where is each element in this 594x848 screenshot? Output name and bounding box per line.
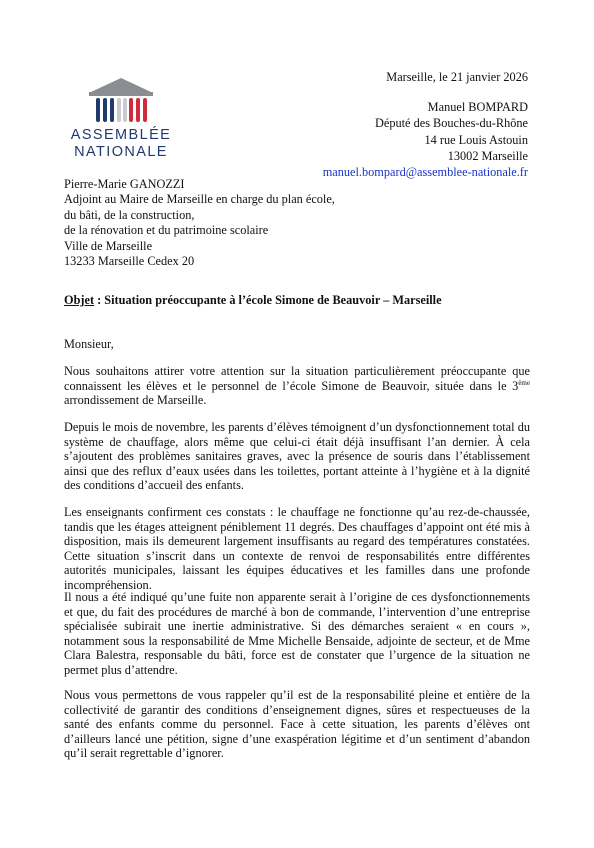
recipient-line: 13233 Marseille Cedex 20 xyxy=(64,254,195,269)
subject-label: Objet xyxy=(64,293,95,307)
assemblee-nationale-logo xyxy=(70,76,172,164)
sender-name: Manuel BOMPARD xyxy=(427,100,528,115)
salutation: Monsieur, xyxy=(64,337,114,351)
logo-word-assemblee: ASSEMBLÉE xyxy=(70,127,172,143)
sender-title: Député des Bouches-du-Rhône xyxy=(375,116,528,131)
body-paragraph-1 xyxy=(64,364,530,408)
hemicycle-emblem-icon xyxy=(83,76,159,126)
superscript-ordinal: ème xyxy=(518,378,530,387)
paragraph-text: arrondissement de Marseille. xyxy=(64,393,207,408)
letter-subject xyxy=(64,293,442,308)
sender-block xyxy=(323,69,528,180)
recipient-block xyxy=(64,177,335,269)
recipient-line: Adjoint au Maire de Marseille en charge du plan école, xyxy=(64,192,335,207)
body-paragraph-4: Il nous a été indiqué qu’une fuite non apparente serait à l’origine de ces dysfonctionnements et que, du fait des procédures de marché à bon de commande, l’intervention d’une entreprise spécialisée subirait une inertie administrative. Si des démarches seraient « en cours », notamment sous la responsabilité de Mme Michelle Bensaide, adjointe de secteur, et de Mme Clara Balestra, responsable du bâti, force est de constater que l’urgence de la situation ne permet plus d’attendre. xyxy=(64,590,530,677)
sender-email-link[interactable]: manuel.bompard@assemblee-nationale.fr xyxy=(322,165,528,180)
recipient-line: Ville de Marseille xyxy=(64,238,153,253)
letter-date: Marseille, le 21 janvier 2026 xyxy=(386,70,528,84)
recipient-line: de la rénovation et du patrimoine scolaire xyxy=(64,223,269,238)
recipient-line: Pierre-Marie GANOZZI xyxy=(64,177,185,191)
logo-word-nationale: NATIONALE xyxy=(74,144,168,160)
paragraph-text: Nous souhaitons attirer votre attention sur la situation particulièrement préoccupante que connaissent les élèves et le personnel de l’école Simone de Beauvoir, située dans le 3 xyxy=(64,364,530,393)
subject-text: : Situation préoccupante à l’école Simone de Beauvoir – Marseille xyxy=(94,293,442,307)
sender-city: 13002 Marseille xyxy=(447,148,528,163)
body-paragraph-5: Nous vous permettons de vous rappeler qu’il est de la responsabilité pleine et entière de la collectivité de garantir des conditions d’enseignement dignes, sûres et respectueuses de la santé des enfants comme du personnel. Face à cette situation, les parents d’élèves ont d’ailleurs lancé une pétition, signe d’une exaspération légitime et d’un sentiment d’abandon qu’il serait regrettable d’ignorer. xyxy=(64,688,530,761)
recipient-line: du bâti, de la construction, xyxy=(64,207,195,222)
sender-street: 14 rue Louis Astouin xyxy=(424,132,528,147)
body-paragraph-2: Depuis le mois de novembre, les parents d’élèves témoignent d’un dysfonctionnement total du système de chauffage, alors même que celui-ci était déjà insuffisant l’an dernier. À cela s’ajoutent des problèmes sanitaires graves, avec la présence de souris dans l’établissement ainsi que des reflux d’eaux usées dans les toilettes, portant atteinte à l’hygiène et à la dignité des conditions d’accueil des enfants. xyxy=(64,420,530,493)
body-paragraph-3: Les enseignants confirment ces constats : le chauffage ne fonctionne qu’au rez-de-chaussée, tandis que les étages atteignent péniblement 11 degrés. Des chauffages d’appoint ont été mis à disposition, mais ils demeurent largement insuffisants au regard des températures constatées. Cette situation s’inscrit dans un contexte de renvoi de responsabilités entre différentes autorités municipales, laissant les équipes éducatives et les familles dans une profonde incompréhension. xyxy=(64,505,530,592)
